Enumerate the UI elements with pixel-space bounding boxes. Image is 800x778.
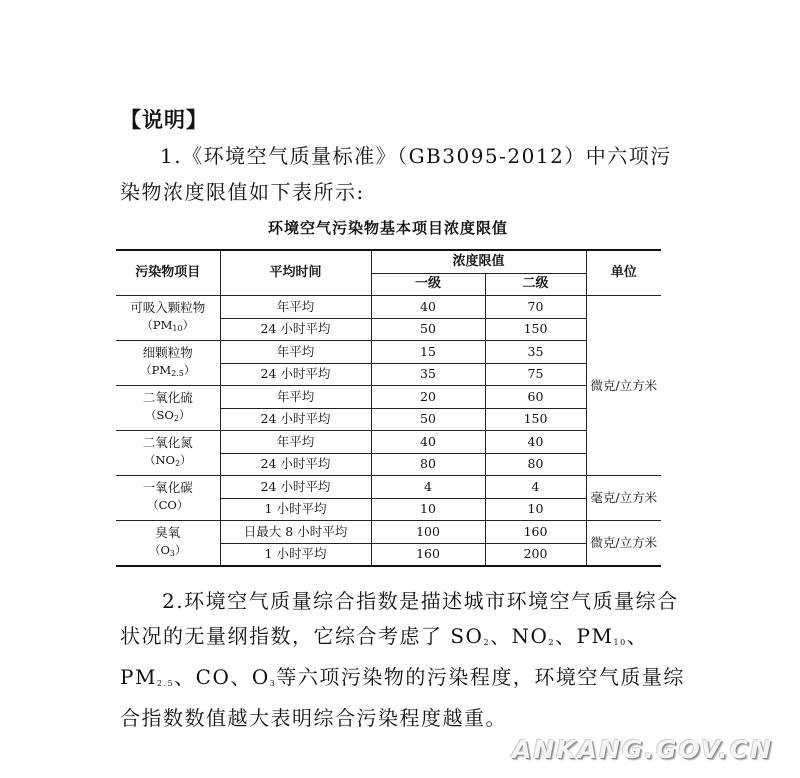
pollutant-cell	[116, 476, 220, 521]
grade-2-value: 70	[485, 296, 586, 319]
pollutant-name: 二氧化氮	[142, 434, 193, 450]
averaging-time-cell: 24 小时平均	[220, 408, 371, 431]
formula-text: （O	[148, 542, 170, 557]
pollutant-name: 臭氧	[155, 524, 181, 540]
grade-2-value: 35	[485, 341, 586, 364]
formula-close: ）	[180, 452, 192, 467]
formula-text: （NO	[143, 452, 175, 467]
grade-2-value: 200	[485, 543, 586, 566]
table-row	[116, 341, 661, 364]
table-row	[116, 431, 661, 454]
grade-1-value: 50	[371, 318, 485, 341]
grade-1-value: 35	[371, 363, 485, 386]
pollutant-name: 二氧化硫	[142, 389, 193, 405]
averaging-time-cell: 年平均	[220, 386, 371, 409]
site-watermark: ANKANG.GOV.CN	[512, 735, 774, 764]
p2-text-2: 、NO	[490, 624, 549, 648]
pollutant-name: 细颗粒物	[142, 344, 193, 360]
grade-1-value: 20	[371, 386, 485, 409]
table-row	[116, 476, 661, 499]
pm25-subscript: 2.5	[156, 679, 175, 688]
averaging-time-cell: 日最大 8 小时平均	[220, 521, 371, 544]
formula-subscript: 2	[173, 413, 179, 423]
pollutant-formula	[116, 543, 220, 561]
section-heading: 【说明】	[120, 108, 208, 132]
averaging-time-cell: 24 小时平均	[220, 318, 371, 341]
formula-subscript: 2.5	[171, 368, 184, 378]
averaging-time-cell: 1 小时平均	[220, 498, 371, 521]
header-unit: 单位	[586, 250, 661, 296]
header-grade-1: 一级	[371, 273, 485, 296]
averaging-time-cell: 1 小时平均	[220, 543, 371, 566]
p2-text-4: 、PM	[120, 624, 649, 689]
unit-cell: 毫克/立方米	[586, 476, 661, 521]
pollutant-formula	[116, 453, 220, 471]
grade-1-value: 15	[371, 341, 485, 364]
no2-subscript: 2	[548, 638, 556, 647]
p2-text-6: 等六项污染物的污染程度，环境空气质量综合指数数值越大表明综合污染程度越重。	[120, 665, 685, 730]
grade-1-value: 40	[371, 296, 485, 319]
table-row	[116, 296, 661, 319]
header-pollutant: 污染物项目	[116, 250, 220, 296]
grade-1-value: 160	[371, 543, 485, 566]
grade-2-value: 10	[485, 498, 586, 521]
grade-1-value: 4	[371, 476, 485, 499]
grade-2-value: 4	[485, 476, 586, 499]
pollutant-cell	[116, 341, 220, 386]
p2-text-3: 、PM	[555, 624, 614, 648]
formula-text: （CO）	[147, 497, 189, 512]
grade-2-value: 40	[485, 431, 586, 454]
pollutant-cell	[116, 386, 220, 431]
grade-2-value: 60	[485, 386, 586, 409]
formula-text: （PM	[141, 317, 173, 332]
averaging-time-cell: 24 小时平均	[220, 476, 371, 499]
p2-text-1: 2.环境空气质量综合指数是描述城市环境空气质量综合状况的无量纲指数，它综合考虑了 SO	[120, 589, 679, 648]
header-averaging-time: 平均时间	[220, 250, 371, 296]
formula-text: （PM	[140, 362, 172, 377]
pollutant-formula	[116, 408, 220, 426]
paragraph-standard-intro: 1.《环境空气质量标准》（GB3095-2012）中六项污染物浓度限值如下表所示:	[120, 144, 672, 204]
o3-subscript: 3	[269, 679, 277, 688]
p2-text-5: 、CO、O	[174, 665, 270, 689]
unit-cell: 微克/立方米	[586, 521, 661, 567]
formula-close: ）	[183, 362, 196, 377]
pollutant-name: 可吸入颗粒物	[130, 299, 206, 315]
pollutant-formula	[116, 498, 220, 516]
paragraph-composite-index	[120, 584, 686, 736]
averaging-time-cell: 年平均	[220, 431, 371, 454]
grade-2-value: 75	[485, 363, 586, 386]
grade-1-value: 80	[371, 453, 485, 476]
formula-close: ）	[182, 317, 195, 332]
averaging-time-cell: 年平均	[220, 296, 371, 319]
grade-2-value: 150	[485, 318, 586, 341]
concentration-limits-table	[116, 249, 661, 567]
table-body	[116, 250, 661, 566]
unit-cell: 微克/立方米	[586, 296, 661, 476]
averaging-time-cell: 24 小时平均	[220, 363, 371, 386]
formula-subscript: 3	[169, 548, 176, 558]
formula-subscript: 10	[172, 323, 183, 333]
pollutant-formula	[116, 363, 220, 381]
formula-subscript: 2	[174, 458, 181, 468]
grade-2-value: 80	[485, 453, 586, 476]
pm10-subscript: 10	[613, 638, 627, 647]
header-grade-2: 二级	[485, 273, 586, 296]
grade-2-value: 160	[485, 521, 586, 544]
grade-1-value: 100	[371, 521, 485, 544]
grade-1-value: 40	[371, 431, 485, 454]
formula-text: （SO	[145, 407, 174, 422]
table-header-row	[116, 250, 661, 273]
grade-2-value: 150	[485, 408, 586, 431]
averaging-time-cell: 年平均	[220, 341, 371, 364]
pollutant-formula	[116, 318, 220, 336]
so2-subscript: 2	[483, 638, 491, 647]
grade-1-value: 10	[371, 498, 485, 521]
pollutant-name: 一氧化碳	[142, 479, 193, 495]
grade-1-value: 50	[371, 408, 485, 431]
pollutant-cell	[116, 296, 220, 341]
table-row	[116, 386, 661, 409]
table-row	[116, 521, 661, 544]
pollutant-cell	[116, 521, 220, 567]
header-concentration-limit: 浓度限值	[371, 250, 586, 273]
pollutant-cell	[116, 431, 220, 476]
formula-close: ）	[175, 542, 187, 557]
averaging-time-cell: 24 小时平均	[220, 453, 371, 476]
formula-close: ）	[178, 407, 191, 422]
table-title: 环境空气污染物基本项目浓度限值	[267, 219, 508, 237]
